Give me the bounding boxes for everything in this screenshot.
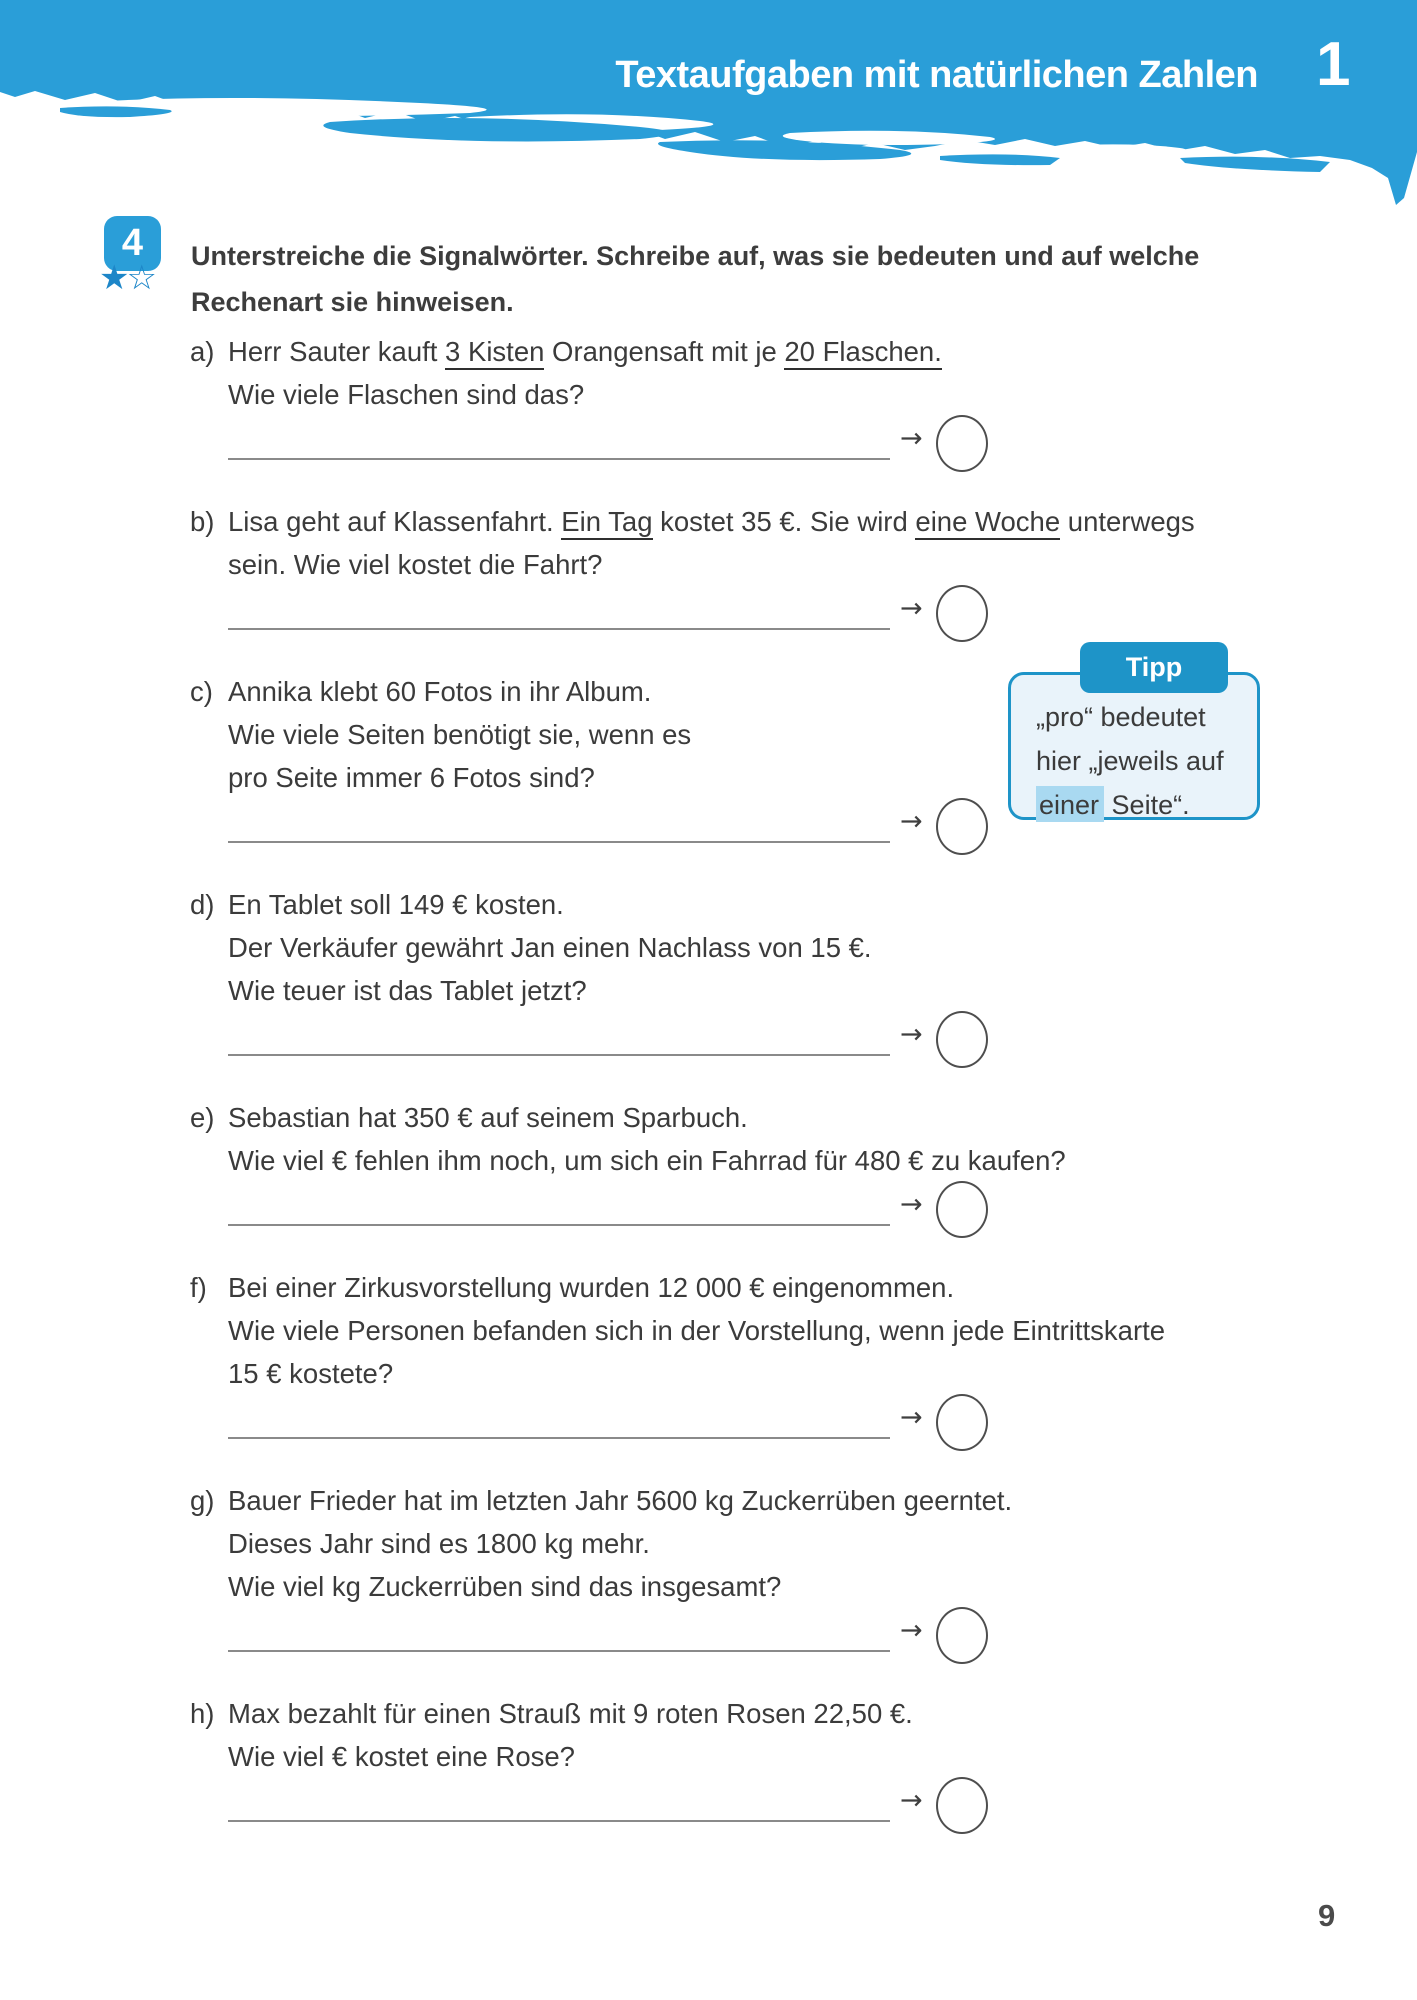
answer-row [228,1608,1330,1652]
difficulty-stars [99,258,154,298]
brush-stroke-graphic [0,0,1417,215]
page-title: Textaufgaben mit natürlichen Zahlen [615,54,1258,96]
answer-circle [936,1181,988,1238]
text-segment: Wie viele Flaschen sind das? [228,379,585,410]
problem-text-line [228,1139,1330,1182]
text-segment: Der Verkäufer gewährt Jan einen Nachlass von 15 €. [228,932,872,963]
problem-a [190,330,1330,460]
problem-label: g) [190,1485,215,1516]
tip-text-line [1036,695,1257,739]
text-segment: Orangensaft mit je [544,336,785,367]
tip-text-line [1036,739,1257,783]
answer-line [228,628,890,630]
answer-circle [936,1394,988,1451]
text-segment: kostet 35 €. Sie wird [652,506,916,537]
answer-row [228,1395,1330,1439]
arrow-icon: → [900,423,923,454]
answer-circle [936,585,988,642]
underlined-signal-word: eine Woche [915,506,1060,540]
problem-text-line [228,1692,1330,1735]
answer-line [228,1650,890,1652]
problem-text-line [228,926,1330,969]
text-segment: Herr Sauter kauft [228,336,446,367]
problem-text-line [228,1522,1330,1565]
arrow-icon: → [900,1615,923,1646]
task-instruction-line: Unterstreiche die Signalwörter. Schreibe auf, was sie bedeuten und auf welche [191,241,1200,271]
problem-label: e) [190,1102,215,1133]
problem-g [190,1479,1330,1652]
text-segment: Lisa geht auf Klassenfahrt. [228,506,562,537]
problem-text-line [228,1266,1330,1309]
problem-label: c) [190,676,213,707]
text-segment: Bei einer Zirkusvorstellung wurden 12 000 € eingenommen. [228,1272,955,1303]
problem-label: d) [190,889,215,920]
text-segment: Wie viel € kostet eine Rose? [228,1741,575,1772]
arrow-icon: → [900,806,923,837]
underlined-signal-word: Ein Tag [561,506,652,540]
problem-text-line [228,969,1330,1012]
problem-label: h) [190,1698,215,1729]
problem-label: b) [190,506,215,537]
text-segment: Sebastian hat 350 € auf seinem Sparbuch. [228,1102,748,1133]
underlined-signal-word: 3 Kisten [445,336,544,370]
star-filled-icon: ★ [99,258,127,298]
problem-text-line [228,1096,1330,1139]
tip-box [1008,652,1260,820]
problem-text-line [228,1309,1330,1352]
text-segment: Wie viele Personen befanden sich in der Vorstellung, wenn jede Eintrittskarte [228,1315,1166,1346]
text-segment: En Tablet soll 149 € kosten. [228,889,564,920]
arrow-icon: → [900,1189,923,1220]
answer-line [228,1054,890,1056]
problem-d [190,883,1330,1056]
answer-row [228,1778,1330,1822]
text-segment: hier „jeweils auf [1036,746,1224,776]
task-instruction-line: Rechenart sie hinweisen. [191,287,514,317]
problem-text-line [228,500,1330,543]
problem-label: a) [190,336,215,367]
problem-b [190,500,1330,630]
answer-line [228,1437,890,1439]
text-segment: Wie viel € fehlen ihm noch, um sich ein Fahrrad für 480 € zu kaufen? [228,1145,1066,1176]
answer-circle [936,1607,988,1664]
chapter-number: 1 [1316,30,1351,99]
task-number-badge: 4 [104,216,161,271]
problem-text-line [228,1735,1330,1778]
tip-tab: Tipp [1080,642,1228,693]
problem-label: f) [190,1272,207,1303]
header-band [0,0,1417,215]
arrow-icon: → [900,1019,923,1050]
arrow-icon: → [900,1402,923,1433]
text-segment: „pro“ bedeutet [1036,702,1206,732]
problem-f [190,1266,1330,1439]
text-segment: Wie viel kg Zuckerrüben sind das insgesamt? [228,1571,782,1602]
answer-circle [936,1011,988,1068]
answer-circle [936,415,988,472]
text-segment: Wie teuer ist das Tablet jetzt? [228,975,587,1006]
problem-text-line [228,543,1330,586]
text-segment: pro Seite immer 6 Fotos sind? [228,762,595,793]
answer-row [228,1012,1330,1056]
answer-line [228,458,890,460]
answer-row [228,586,1330,630]
text-segment: Seite“. [1104,790,1190,820]
problem-h [190,1692,1330,1822]
text-segment: unterwegs [1060,506,1195,537]
answer-line [228,841,890,843]
underlined-signal-word: 20 Flaschen. [784,336,941,370]
answer-row [228,416,1330,460]
problem-text-line [228,883,1330,926]
problem-e [190,1096,1330,1226]
problem-text-line [228,1565,1330,1608]
text-segment: Wie viele Seiten benötigt sie, wenn es [228,719,692,750]
page-number: 9 [1318,1898,1336,1933]
problem-text-line [228,330,1330,373]
text-segment: Bauer Frieder hat im letzten Jahr 5600 kg Zuckerrüben geerntet. [228,1485,1013,1516]
text-segment: 15 € kostete? [228,1358,394,1389]
problem-text-line [228,1352,1330,1395]
highlighted-word: einer [1036,786,1104,822]
problem-list [190,330,1330,1862]
answer-line [228,1820,890,1822]
text-segment: sein. Wie viel kostet die Fahrt? [228,549,603,580]
answer-circle [936,1777,988,1834]
star-outline-icon: ☆ [126,258,154,298]
text-segment: Dieses Jahr sind es 1800 kg mehr. [228,1528,650,1559]
answer-line [228,1224,890,1226]
answer-row [228,1182,1330,1226]
problem-text-line [228,1479,1330,1522]
answer-circle [936,798,988,855]
task-instruction [191,233,1199,325]
text-segment: Max bezahlt für einen Strauß mit 9 roten Rosen 22,50 €. [228,1698,913,1729]
arrow-icon: → [900,1785,923,1816]
tip-text-line [1036,783,1257,827]
arrow-icon: → [900,593,923,624]
text-segment: Annika klebt 60 Fotos in ihr Album. [228,676,652,707]
problem-text-line [228,373,1330,416]
